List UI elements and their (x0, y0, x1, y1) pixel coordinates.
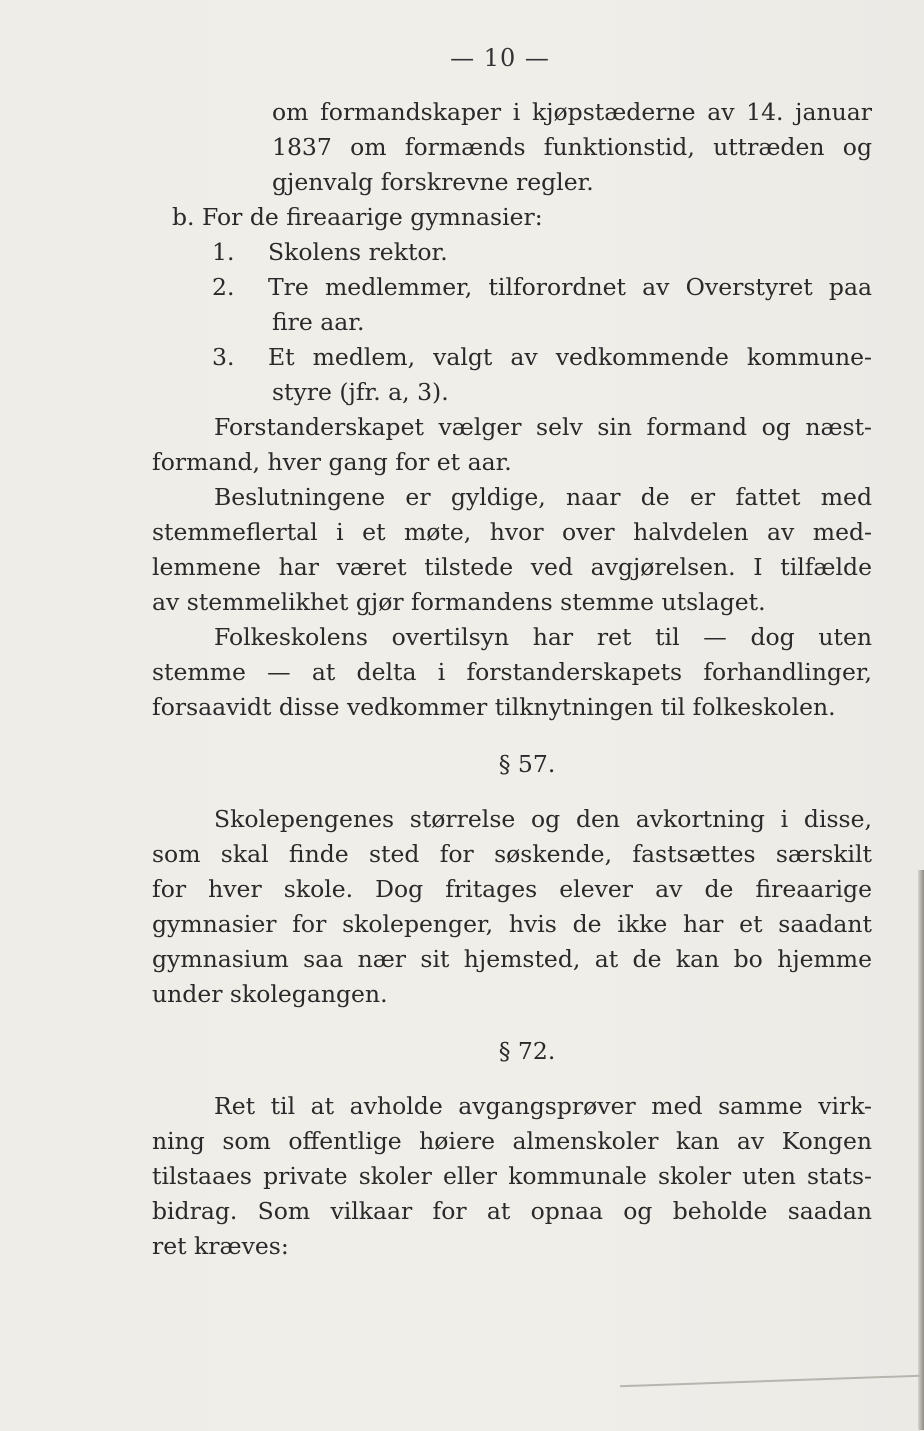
text-line: om formandskaper i kjøpstæderne av 14. januar (272, 98, 872, 126)
text-line: ret kræves: (152, 1232, 289, 1260)
text-line: av stemmelikhet gjør formandens stemme utslaget. (152, 588, 766, 616)
text-line: gjenvalg forskrevne regler. (272, 168, 594, 196)
text-line: under skolegangen. (152, 980, 388, 1008)
text-line: gymnasier for skolepenger, hvis de ikke har et saadant (152, 910, 872, 938)
list-item-text: Et medlem, valgt av vedkommende kommune- (268, 343, 872, 371)
text-line: Ret til at avholde avgangsprøver med samme virk- (214, 1092, 872, 1120)
text-line: Beslutningene er gyldige, naar de er fattet med (214, 483, 872, 511)
text-line: bidrag. Som vilkaar for at opnaa og beholde saadan (152, 1197, 872, 1225)
text-line: fire aar. (272, 308, 365, 336)
text-line: for hver skole. Dog fritages elever av de fireaarige (152, 875, 872, 903)
text-line: gymnasium saa nær sit hjemsted, at de kan bo hjemme (152, 945, 872, 973)
text-line: stemme — at delta i forstanderskapets forhandlinger, (152, 658, 872, 686)
text-line: styre (jfr. a, 3). (272, 378, 449, 406)
list-item-3 (152, 340, 872, 375)
text-line: som skal finde sted for søskende, fastsættes særskilt (152, 840, 872, 868)
text-line: Forstanderskapet vælger selv sin formand og næst- (214, 413, 872, 441)
list-item-text: Tre medlemmer, tilforordnet av Overstyret paa (268, 273, 872, 301)
text-line: forsaavidt disse vedkommer tilknytningen til folkeskolen. (152, 693, 836, 721)
list-number: 1. (212, 238, 235, 266)
list-heading-b: b. For de fireaarige gymnasier: (172, 203, 543, 231)
text-line: Folkeskolens overtilsyn har ret til — dog uten (214, 623, 872, 651)
section-heading-72: § 72. (498, 1037, 556, 1065)
text-line: tilstaaes private skoler eller kommunale skoler uten stats- (152, 1162, 872, 1190)
page-number: — 10 — (450, 44, 550, 72)
text-line: Skolepengenes størrelse og den avkortning i disse, (214, 805, 872, 833)
body-text (152, 95, 872, 1264)
page-edge-shadow (918, 870, 924, 1430)
list-item-2 (152, 270, 872, 305)
paper-mark (620, 1375, 920, 1387)
section-heading-57: § 57. (498, 750, 556, 778)
list-number: 3. (212, 343, 235, 371)
list-item-text: Skolens rektor. (268, 238, 448, 266)
list-item-1 (152, 235, 872, 270)
text-line: ning som offentlige høiere almenskoler kan av Kongen (152, 1127, 872, 1155)
text-line: lemmene har været tilstede ved avgjørelsen. I tilfælde (152, 553, 872, 581)
text-line: 1837 om formænds funktionstid, uttræden og (272, 133, 872, 161)
text-line: formand, hver gang for et aar. (152, 448, 512, 476)
text-line: stemmeflertal i et møte, hvor over halvdelen av med- (152, 518, 872, 546)
list-number: 2. (212, 273, 235, 301)
